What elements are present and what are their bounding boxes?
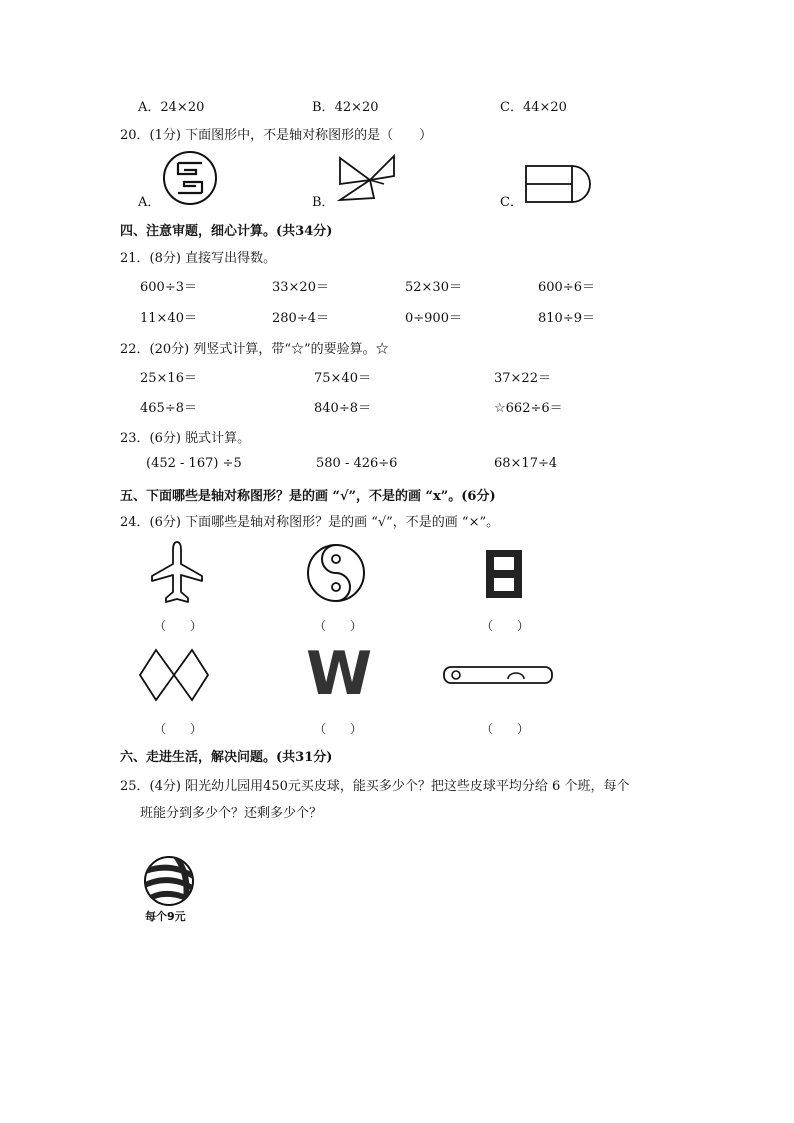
q19-option-c: C．44×20 [500, 100, 567, 115]
q23-item: 580 - 426÷6 [316, 456, 398, 471]
q24-prompt: 24．(6分) 下面哪些是轴对称图形？是的画 “√”，不是的画 “×”。 [120, 515, 500, 530]
section6-title: 六、走进生活，解决问题。(共31分) [120, 750, 333, 765]
q21-item: 810÷9＝ [538, 311, 595, 326]
q22-item: 37×22＝ [494, 371, 551, 386]
strip-with-holes-icon [442, 664, 554, 688]
section5-title: 五、下面哪些是轴对称图形？是的画 “√”，不是的画 “x”。(6分) [120, 489, 496, 504]
q22-item: 25×16＝ [140, 371, 197, 386]
q22-prompt: 22．(20分) 列竖式计算，带“☆”的要验算。☆ [120, 342, 389, 357]
answer-paren[interactable]: （ ） [154, 722, 203, 736]
ball-icon [142, 854, 196, 908]
q21-item: 33×20＝ [272, 280, 329, 295]
q21-item: 280÷4＝ [272, 311, 329, 326]
q23-item: (452 - 167) ÷5 [146, 456, 242, 471]
section4-title: 四、注意审题，细心计算。(共34分) [120, 224, 333, 239]
w-letter-icon: W [306, 639, 373, 709]
q20-option-a-label: A． [138, 195, 161, 210]
yin-yang-icon [306, 543, 366, 603]
rectangle-semicircle-icon [524, 164, 594, 204]
q23-prompt: 23．(6分) 脱式计算。 [120, 431, 251, 446]
q22-item: 840÷8＝ [314, 401, 371, 416]
q21-prompt: 21．(8分) 直接写出得数。 [120, 251, 277, 266]
answer-paren[interactable]: （ ） [481, 722, 530, 736]
q22-item: 75×40＝ [314, 371, 371, 386]
answer-paren[interactable]: （ ） [481, 619, 530, 633]
q21-item: 600÷6＝ [538, 280, 595, 295]
q21-item: 52×30＝ [405, 280, 462, 295]
answer-paren[interactable]: （ ） [314, 722, 363, 736]
circle-maze-icon [162, 150, 218, 206]
q25-prompt-line2: 班能分到多少个？还剩多少个？ [140, 806, 323, 821]
q22-item: 465÷8＝ [140, 401, 197, 416]
q20-option-b-label: B． [312, 195, 335, 210]
double-diamond-icon [138, 648, 210, 702]
bowtie-triangles-icon [336, 154, 396, 206]
q22-item: ☆662÷6＝ [494, 401, 563, 416]
q25-prompt-line1: 25．(4分) 阳光幼儿园用450元买皮球，能买多少个？把这些皮球平均分给 6 个班，每个 [120, 779, 630, 794]
q21-item: 600÷3＝ [140, 280, 197, 295]
q19-option-b: B．42×20 [312, 100, 379, 115]
q21-item: 0÷900＝ [405, 311, 462, 326]
q21-item: 11×40＝ [140, 311, 197, 326]
q20-prompt: 20．(1分) 下面图形中，不是轴对称图形的是（ ） [120, 128, 433, 143]
ball-price-caption: 每个9元 [145, 910, 186, 923]
airplane-icon [150, 540, 204, 606]
q23-item: 68×17÷4 [494, 456, 558, 471]
q20-option-c-label: C． [500, 195, 523, 210]
answer-paren[interactable]: （ ） [154, 619, 203, 633]
ri-character-icon [484, 548, 524, 600]
q19-option-a: A．24×20 [138, 100, 205, 115]
answer-paren[interactable]: （ ） [314, 619, 363, 633]
